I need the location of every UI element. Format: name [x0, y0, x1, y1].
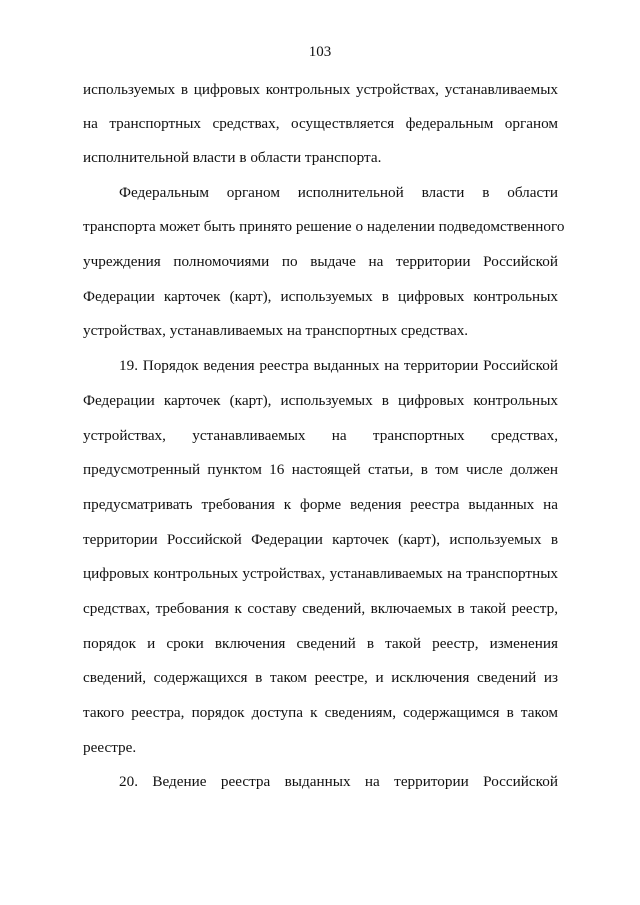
text-line: предусмотренный пунктом 16 настоящей статьи, в том числе должен [83, 461, 558, 478]
text-line: реестре. [83, 739, 137, 756]
text-line: Федеральным органом исполнительной власти в области [119, 184, 558, 201]
text-line: такого реестра, порядок доступа к сведениям, содержащимся в таком [83, 704, 558, 721]
text-line: Федерации карточек (карт), используемых в цифровых контрольных [83, 288, 558, 305]
text-line: 20. Ведение реестра выданных на территории Российской [119, 773, 558, 790]
page-number: 103 [308, 44, 332, 60]
text-line: территории Российской Федерации карточек (карт), используемых в [83, 531, 558, 548]
text-line: сведений, содержащихся в таком реестре, и исключения сведений из [83, 669, 558, 686]
text-line: учреждения полномочиями по выдаче на территории Российской [83, 253, 558, 270]
text-line: цифровых контрольных устройствах, устанавливаемых на транспортных [83, 565, 558, 582]
text-line: используемых в цифровых контрольных устройствах, устанавливаемых [83, 81, 558, 98]
text-line: 19. Порядок ведения реестра выданных на территории Российской [119, 357, 558, 374]
text-line: предусматривать требования к форме ведения реестра выданных на [83, 496, 558, 513]
text-line: исполнительной власти в области транспорта. [83, 149, 382, 166]
text-line: порядок и сроки включения сведений в такой реестр, изменения [83, 635, 558, 652]
text-line: Федерации карточек (карт), используемых в цифровых контрольных [83, 392, 558, 409]
text-line: устройствах, устанавливаемых на транспортных средствах. [83, 322, 469, 339]
text-line: устройствах, устанавливаемых на транспортных средствах, [83, 427, 558, 444]
text-line: средствах, требования к составу сведений, включаемых в такой реестр, [83, 600, 558, 617]
text-line: транспорта может быть принято решение о наделении подведомственного [83, 218, 565, 235]
text-line: на транспортных средствах, осуществляется федеральным органом [83, 115, 558, 132]
